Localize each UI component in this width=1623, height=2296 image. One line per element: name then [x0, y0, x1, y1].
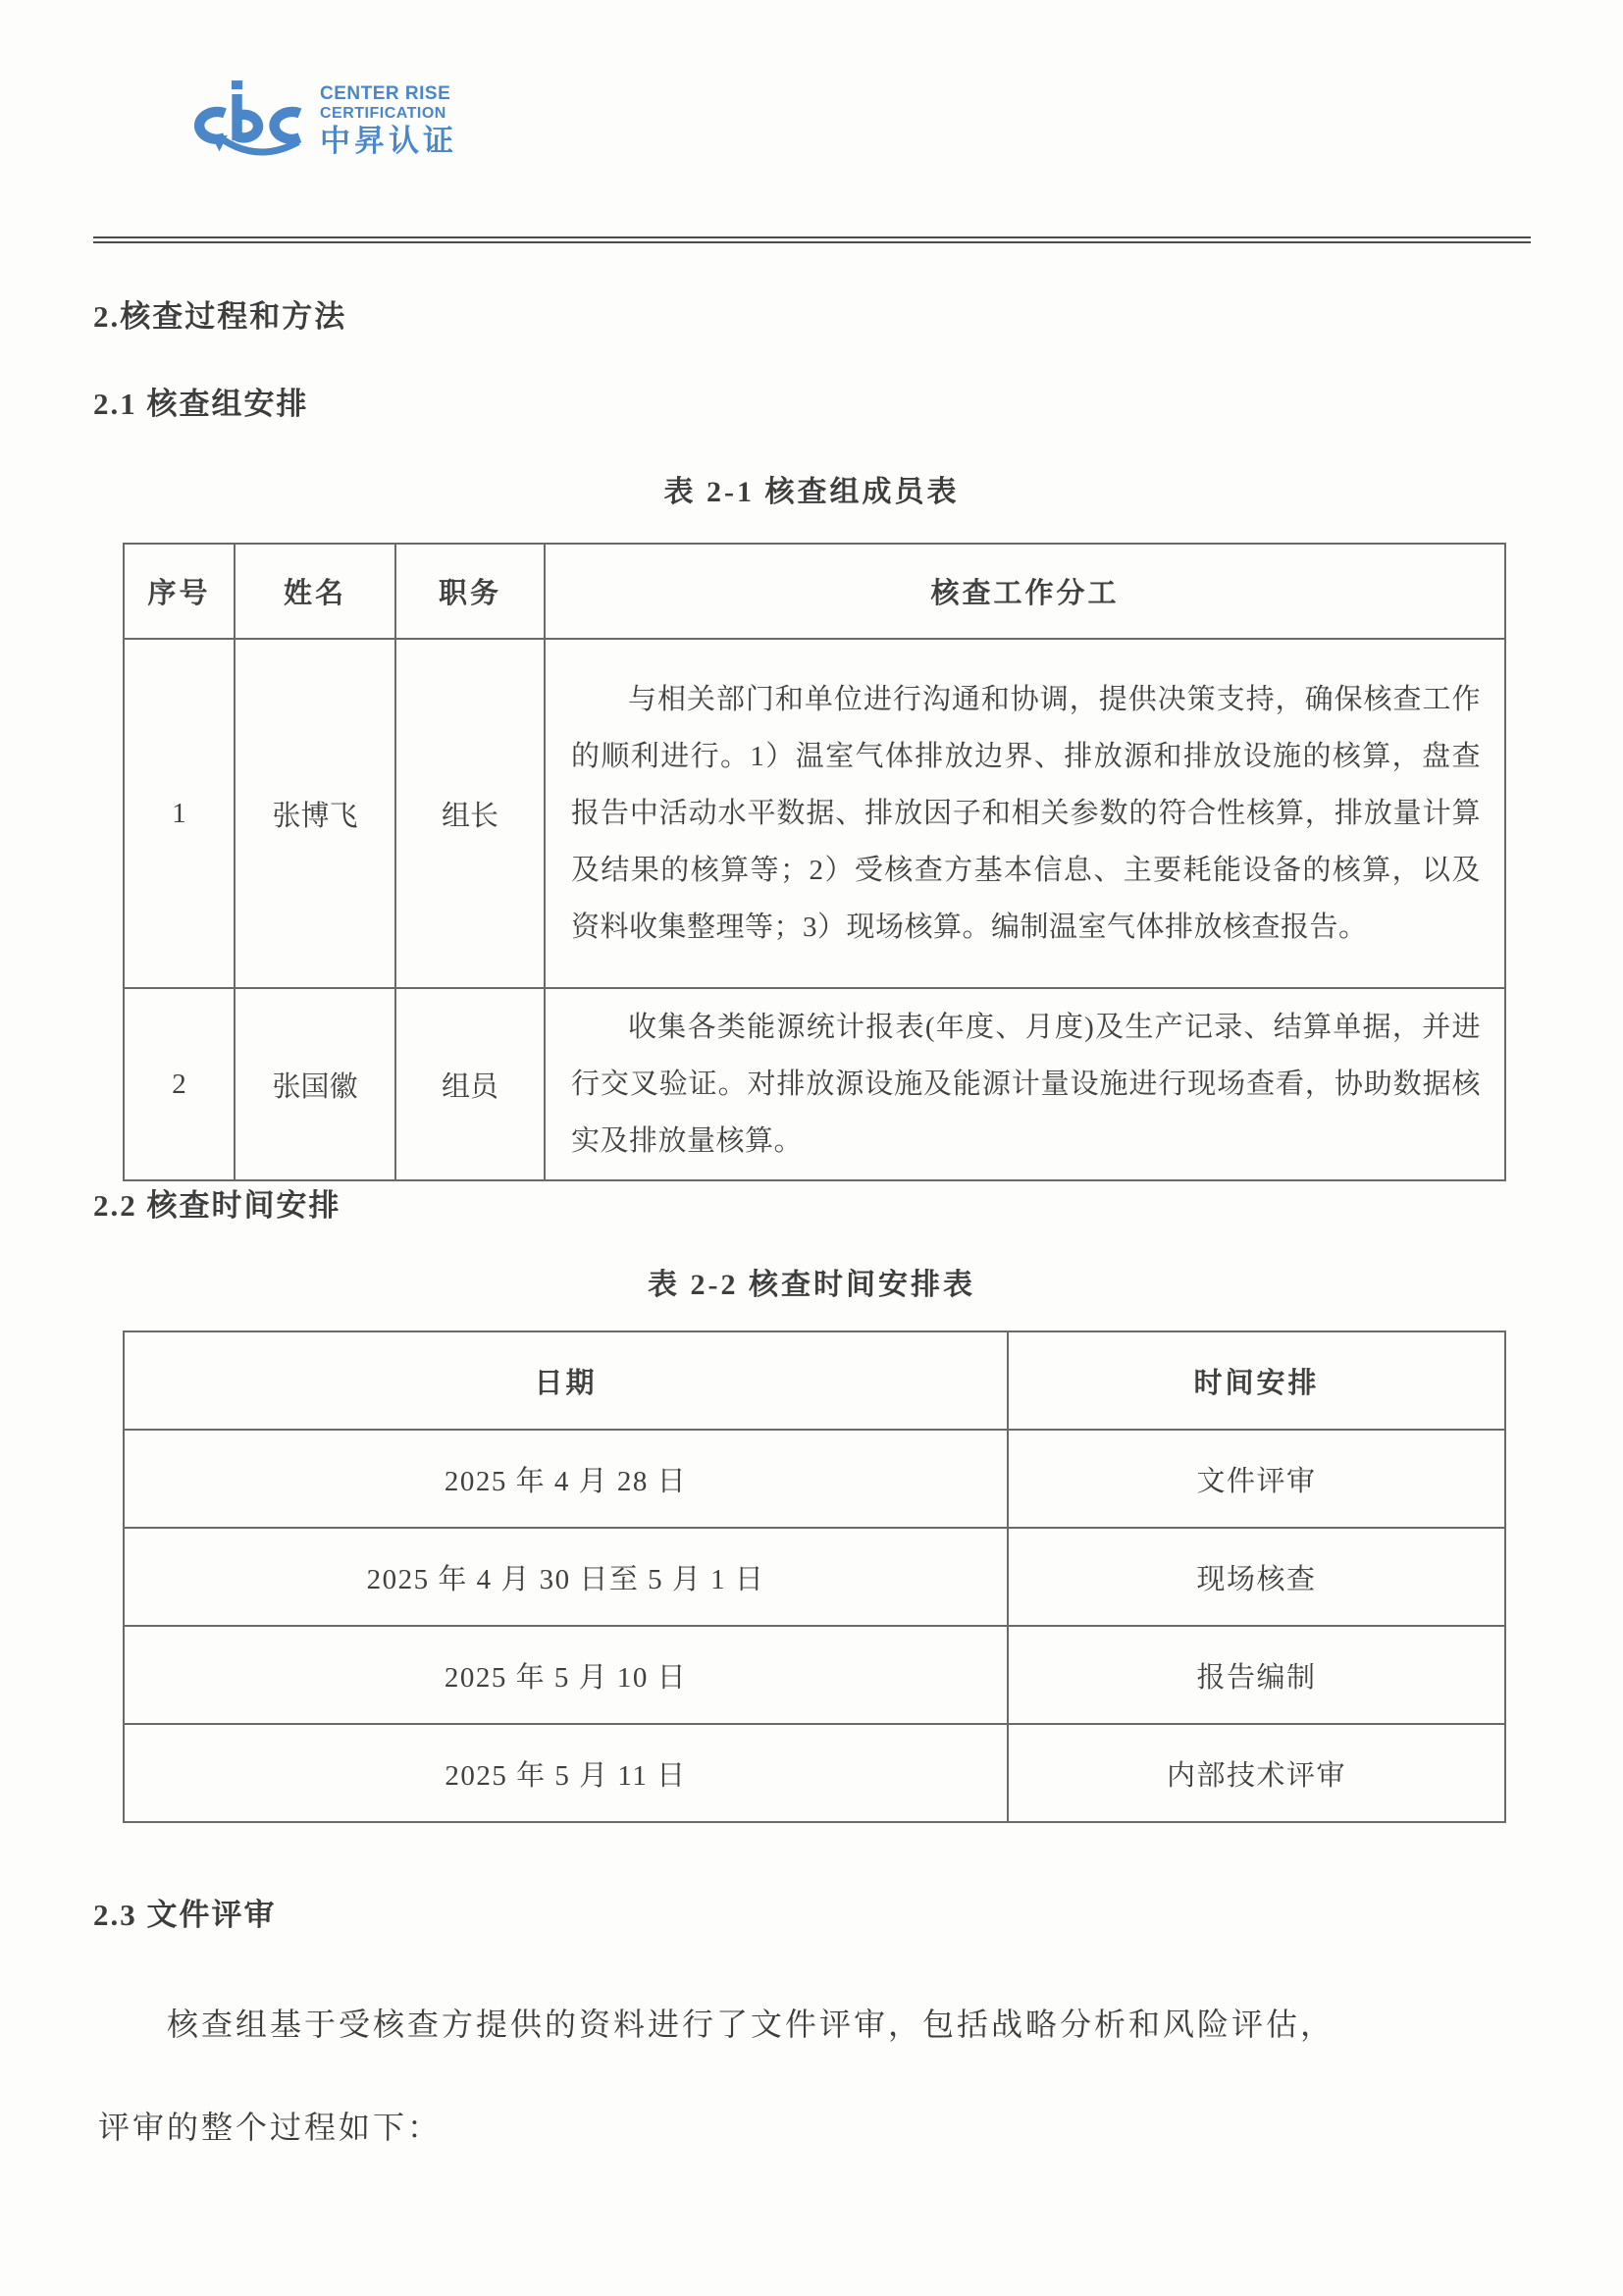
schedule-row-4	[124, 1724, 1505, 1822]
schedule-row-3	[124, 1626, 1505, 1724]
crc-logo-icon	[183, 80, 312, 159]
cell-role: 组员	[395, 988, 545, 1180]
logo-text-cn: 中昇认证	[320, 123, 457, 158]
schedule-header-row	[124, 1331, 1505, 1430]
cell-activity: 报告编制	[1008, 1626, 1505, 1724]
table1-caption: 表 2-1 核查组成员表	[663, 476, 960, 508]
cell-activity: 内部技术评审	[1008, 1724, 1505, 1822]
logo-text	[320, 77, 457, 157]
cell-date: 2025 年 5 月 11 日	[124, 1724, 1008, 1822]
cell-no: 2	[124, 988, 235, 1180]
team-row-1	[124, 639, 1505, 988]
section-heading-2-2: 2.2 核查时间安排	[93, 1188, 341, 1223]
cell-no: 1	[124, 639, 235, 988]
section-heading-2: 2.核查过程和方法	[93, 299, 347, 334]
cell-name: 张博飞	[235, 639, 395, 988]
cell-duty	[545, 639, 1505, 988]
col-header-no: 序号	[124, 544, 235, 639]
col-header-name: 姓名	[235, 544, 395, 639]
team-table-header-row	[124, 544, 1505, 639]
paragraph-line-1: 核查组基于受核查方提供的资料进行了文件评审，包括战略分析和风险评估，	[167, 2007, 1335, 2042]
logo-text-line1: CENTER RISE	[320, 83, 451, 104]
cell-activity: 文件评审	[1008, 1430, 1505, 1528]
team-members-table	[123, 543, 1506, 1181]
logo	[183, 77, 457, 159]
cell-duty	[545, 988, 1505, 1180]
section-heading-2-3: 2.3 文件评审	[93, 1898, 277, 1932]
header-divider	[93, 236, 1531, 243]
col-header-activity: 时间安排	[1008, 1331, 1505, 1430]
duty-text: 收集各类能源统计报表(年度、月度)及生产记录、结算单据，并进行交叉验证。对排放源设施及能源计量设施进行现场查看，协助数据核实及排放量核算。	[571, 1012, 1481, 1157]
section-heading-2-1: 2.1 核查组安排	[93, 387, 309, 421]
schedule-table	[123, 1331, 1506, 1823]
cell-date: 2025 年 4 月 28 日	[124, 1430, 1008, 1528]
cell-date: 2025 年 5 月 10 日	[124, 1626, 1008, 1724]
col-header-role: 职务	[395, 544, 545, 639]
col-header-date: 日期	[124, 1331, 1008, 1430]
cell-name: 张国徽	[235, 988, 395, 1180]
duty-text: 与相关部门和单位进行沟通和协调，提供决策支持，确保核查工作的顺利进行。1）温室气体排放边界、排放源和排放设施的核算，盘查报告中活动水平数据、排放因子和相关参数的符合性核算，排放量计算及结果的核算等；2）受核查方基本信息、主要耗能设备的核算，以及资料收集整理等；3）现场核算。编制温室气体排放核查报告。	[571, 684, 1481, 943]
col-header-duty: 核查工作分工	[545, 544, 1505, 639]
team-row-2	[124, 988, 1505, 1180]
table2-caption: 表 2-2 核查时间安排表	[648, 1269, 975, 1301]
cell-activity: 现场核查	[1008, 1528, 1505, 1626]
cell-role: 组长	[395, 639, 545, 988]
paragraph-line-2: 评审的整个过程如下：	[98, 2110, 443, 2145]
logo-text-line2: CERTIFICATION	[320, 104, 446, 122]
cell-date: 2025 年 4 月 30 日至 5 月 1 日	[124, 1528, 1008, 1626]
schedule-row-2	[124, 1528, 1505, 1626]
schedule-row-1	[124, 1430, 1505, 1528]
